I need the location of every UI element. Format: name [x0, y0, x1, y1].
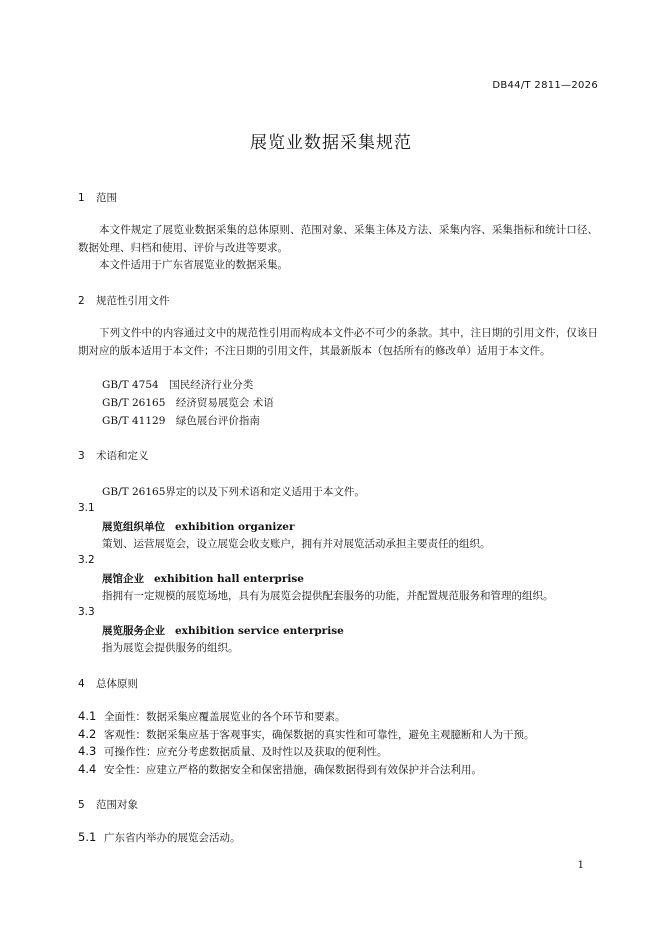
scope-item	[78, 830, 241, 845]
principle-item	[78, 762, 482, 777]
section-1-paragraph-1: 本文件规定了展览业数据采集的总体原则、范围对象、采集主体及方法、采集内容、采集指标和统计口径、数据处理、归档和使用、评价与改进等要求。	[78, 224, 598, 254]
term-heading	[102, 519, 295, 534]
section-title: 范围	[96, 192, 117, 204]
reference-item: GB/T 26165 经济贸易展览会 术语	[102, 397, 274, 409]
term-number: 3.2	[78, 554, 95, 566]
page-number: 1	[577, 860, 584, 871]
clause-number: 5.1	[78, 830, 97, 844]
principle-item	[78, 744, 388, 759]
section-number: 1	[78, 192, 85, 204]
clause-text: 客观性：数据采集应基于客观事实，确保数据的真实性和可靠性，避免主观臆断和人为干预。	[104, 729, 535, 741]
term-heading	[102, 623, 344, 638]
section-2-paragraph: 下列文件中的内容通过文中的规范性引用而构成本文件必不可少的条款。其中，注日期的引用文件，仅该日期对应的版本适用于本文件；不注日期的引用文件，其最新版本（包括所有的修改单）适用于本文件。	[78, 327, 598, 357]
term-number: 3.3	[78, 606, 95, 618]
term-zh: 展览组织单位	[102, 521, 165, 533]
term-definition: 指为展览会提供服务的组织。	[102, 642, 239, 654]
clause-text: 全面性：数据采集应覆盖展览业的各个环节和要素。	[104, 711, 346, 723]
page-title: 展览业数据采集规范	[250, 133, 412, 153]
section-1-paragraph-2: 本文件适用于广东省展览业的数据采集。	[99, 259, 288, 271]
section-5-heading	[78, 797, 138, 812]
section-title: 总体原则	[96, 678, 138, 690]
term-en: exhibition hall enterprise	[154, 573, 304, 585]
clause-number: 4.1	[78, 709, 97, 723]
clause-number: 4.4	[78, 762, 97, 776]
term-zh: 展馆企业	[102, 573, 144, 585]
section-number: 3	[78, 450, 85, 462]
reference-item: GB/T 4754 国民经济行业分类	[102, 379, 254, 391]
principle-item	[78, 709, 346, 724]
section-2-heading	[78, 293, 170, 308]
clause-text: 安全性：应建立严格的数据安全和保密措施，确保数据得到有效保护并合法利用。	[104, 764, 482, 776]
reference-item: GB/T 41129 绿色展台评价指南	[102, 415, 260, 427]
term-en: exhibition service enterprise	[175, 625, 344, 637]
clause-text: 可操作性：应充分考虑数据质量、及时性以及获取的便利性。	[104, 746, 388, 758]
term-definition: 策划、运营展览会，设立展览会收支账户，拥有并对展览活动承担主要责任的组织。	[102, 538, 491, 550]
document-number: DB44/T 2811—2026	[492, 80, 598, 91]
term-heading	[102, 571, 304, 586]
section-number: 5	[78, 799, 85, 811]
principle-item	[78, 727, 535, 742]
term-number: 3.1	[78, 502, 95, 514]
clause-number: 4.2	[78, 727, 97, 741]
section-3-intro: GB/T 26165界定的以及下列术语和定义适用于本文件。	[102, 486, 365, 498]
term-en: exhibition organizer	[175, 521, 295, 533]
term-definition: 指拥有一定规模的展览场地，具有为展览会提供配套服务的功能，并配置规范服务和管理的组织。	[102, 590, 554, 602]
section-title: 范围对象	[96, 799, 138, 811]
section-3-heading	[78, 448, 149, 463]
section-title: 规范性引用文件	[96, 295, 170, 307]
section-number: 4	[78, 678, 85, 690]
clause-number: 4.3	[78, 744, 97, 758]
section-1-heading	[78, 190, 117, 205]
term-zh: 展览服务企业	[102, 625, 165, 637]
section-4-heading	[78, 676, 138, 691]
clause-text: 广东省内举办的展览会活动。	[104, 832, 241, 844]
section-title: 术语和定义	[96, 450, 149, 462]
section-number: 2	[78, 295, 85, 307]
